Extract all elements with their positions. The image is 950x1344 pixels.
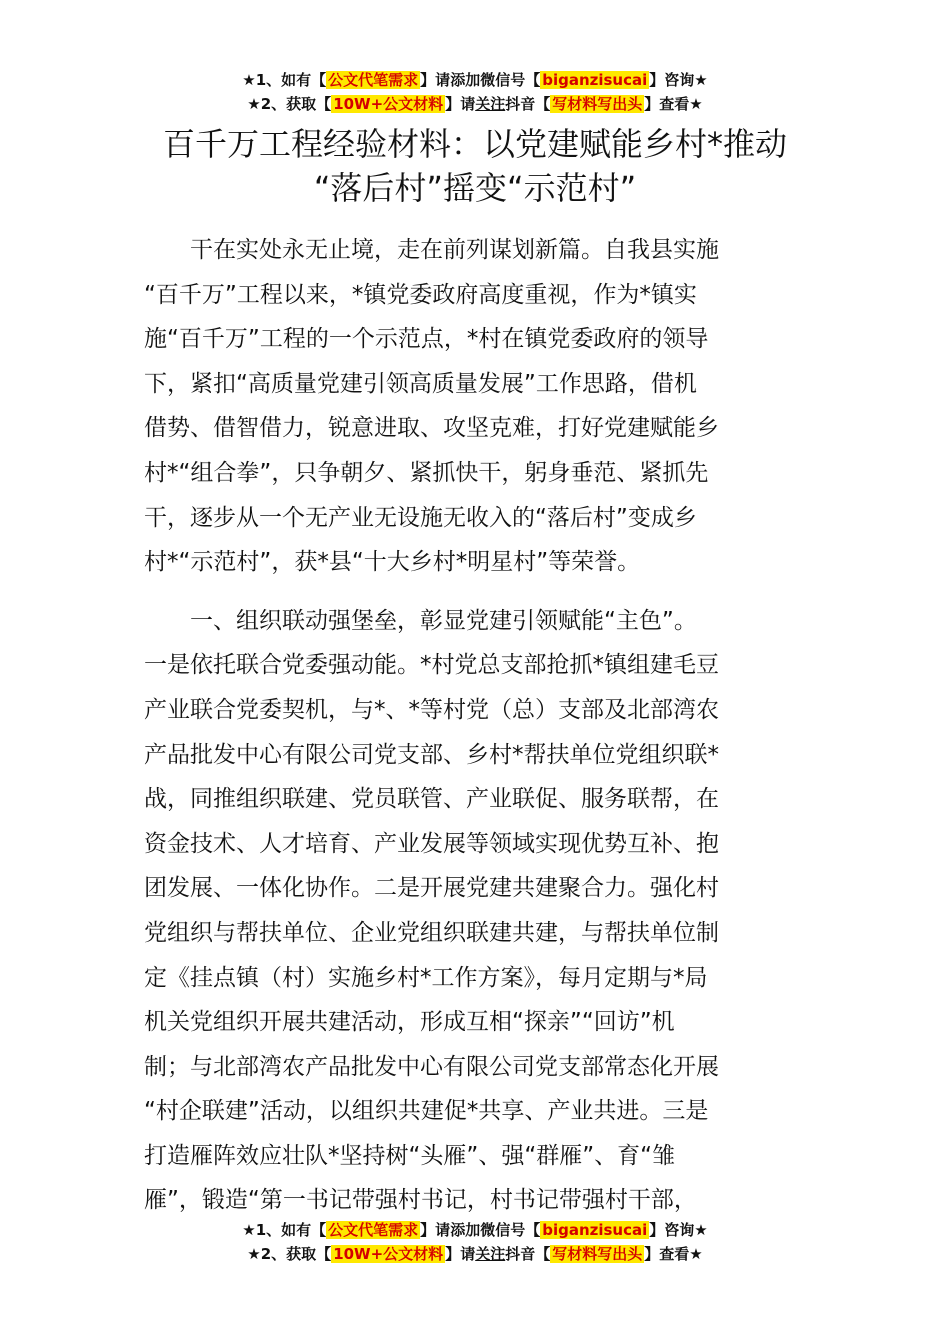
text-line: 村*“组合拳”，只争朝夕、紧抓快干，躬身垂范、紧抓先: [144, 459, 709, 486]
text-line: 制；与北部湾农产品批发中心有限公司党支部常态化开展: [144, 1053, 719, 1080]
banner-douyin-id: 写材料写出头: [552, 95, 643, 113]
banner-text: 微信号【: [480, 71, 541, 89]
paragraph-intro: [144, 228, 808, 585]
banner-text: 】咨询★: [649, 71, 708, 89]
banner-emphasis: 关注: [475, 1245, 506, 1263]
banner-text: 】请: [445, 1245, 476, 1263]
text-line: 党组织与帮扶单位、企业党组织联建共建，与帮扶单位制: [144, 919, 719, 946]
banner-text: 抖音【: [505, 1245, 551, 1263]
document-body: [144, 228, 808, 1223]
banner-highlight: 公文代笔需求: [328, 1221, 419, 1239]
text-line: “村企联建”活动，以组织共建促*共享、产业共进。三是: [144, 1098, 709, 1125]
banner-text: 】请: [420, 1221, 451, 1239]
banner-line-1: [0, 1218, 950, 1242]
text-line: 打造雁阵效应壮队*坚持树“头雁”、强“群雁”、育“雏: [144, 1142, 676, 1169]
banner-text: ★2、获取【: [247, 1245, 332, 1263]
text-line: 雁”，锻造“第一书记带强村书记，村书记带强村干部，: [144, 1187, 697, 1214]
text-line: 村*“示范村”，获*县“十大乡村*明星村”等荣誉。: [144, 549, 641, 576]
banner-text: 】请: [445, 95, 476, 113]
title-line: 百千万工程经验材料：以党建赋能乡村*推动: [162, 125, 787, 163]
banner-wechat-id: biganzisucai: [542, 71, 648, 89]
text-line: 一是依托联合党委强动能。*村党总支部抢抓*镇组建毛豆: [144, 652, 719, 679]
banner-text: ★2、获取【: [247, 95, 332, 113]
banner-text: ★1、如有【: [242, 1221, 327, 1239]
text-line: 机关党组织开展共建活动，形成互相“探亲”“回访”机: [144, 1009, 675, 1036]
text-line: 资金技术、人才培育、产业发展等领域实现优势互补、抱: [144, 830, 719, 857]
banner-text: 】请: [420, 71, 451, 89]
banner-wechat-id: biganzisucai: [542, 1221, 648, 1239]
text-line: 定《挂点镇（村）实施乡村*工作方案》，每月定期与*局: [144, 964, 708, 991]
banner-emphasis: 添加: [450, 71, 481, 89]
text-line: 下，紧扣“高质量党建引领高质量发展”工作思路，借机: [144, 370, 697, 397]
banner-highlight: 10W+公文材料: [333, 1245, 444, 1263]
bottom-ad-banner: [0, 1218, 950, 1266]
banner-text: 微信号【: [480, 1221, 541, 1239]
banner-emphasis: 关注: [475, 95, 506, 113]
banner-line-2: [0, 92, 950, 116]
text-line: 产品批发中心有限公司党支部、乡村*帮扶单位党组织联*: [144, 741, 719, 768]
text-line: 施“百千万”工程的一个示范点，*村在镇党委政府的领导: [144, 326, 709, 353]
text-line: 产业联合党委契机，与*、*等村党（总）支部及北部湾农: [144, 696, 719, 723]
document-title: [90, 122, 860, 210]
text-line: 战，同推组织联建、党员联管、产业联促、服务联帮，在: [144, 786, 719, 813]
text-line: 团发展、一体化协作。二是开展党建共建聚合力。强化村: [144, 875, 719, 902]
text-line: 干在实处永无止境，走在前列谋划新篇。自我县实施: [190, 237, 719, 263]
banner-highlight: 10W+公文材料: [333, 95, 444, 113]
text-line: 干，逐步从一个无产业无设施无收入的“落后村”变成乡: [144, 504, 697, 531]
banner-text: 抖音【: [505, 95, 551, 113]
banner-text: 】查看★: [644, 1245, 703, 1263]
banner-highlight: 公文代笔需求: [328, 71, 419, 89]
text-line: 一、组织联动强堡垒，彰显党建引领赋能“主色”。: [190, 607, 697, 634]
banner-line-1: [0, 68, 950, 92]
banner-douyin-id: 写材料写出头: [552, 1245, 643, 1263]
banner-line-2: [0, 1242, 950, 1266]
banner-text: 】查看★: [644, 95, 703, 113]
text-line: “百千万”工程以来，*镇党委政府高度重视，作为*镇实: [144, 281, 697, 308]
title-line: “落后村”摇变“示范村”: [313, 169, 637, 207]
banner-text: ★1、如有【: [242, 71, 327, 89]
top-ad-banner: [0, 68, 950, 116]
banner-emphasis: 添加: [450, 1221, 481, 1239]
banner-text: 】咨询★: [649, 1221, 708, 1239]
text-line: 借势、借智借力，锐意进取、攻坚克难，打好党建赋能乡: [144, 415, 719, 442]
paragraph-section-1: [144, 599, 808, 1223]
